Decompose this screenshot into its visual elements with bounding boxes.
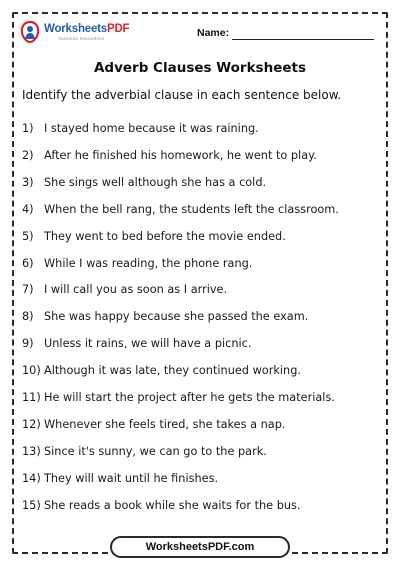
item-number: 11) — [22, 391, 41, 404]
list-item — [22, 122, 259, 140]
list-item — [22, 418, 285, 436]
item-number: 15) — [22, 498, 41, 512]
footer-site-badge: WorksheetsPDF.com — [110, 536, 290, 558]
list-item — [22, 472, 218, 490]
item-number: 8) — [22, 310, 34, 324]
list-item — [22, 499, 301, 517]
list-item — [22, 364, 301, 382]
item-number: 14) — [22, 471, 41, 485]
item-number: 6) — [22, 256, 34, 270]
logo-tagline: TEACHING RESOURCES — [58, 37, 105, 41]
list-item — [22, 310, 308, 328]
item-sentence: Unless it rains, we will have a picnic. — [44, 337, 252, 351]
item-sentence: I stayed home because it was raining. — [44, 122, 259, 135]
item-sentence: She was happy because she passed the exam. — [44, 310, 309, 324]
list-item — [22, 149, 317, 167]
item-number: 9) — [22, 337, 34, 351]
item-number: 13) — [22, 444, 41, 458]
list-item — [22, 203, 339, 221]
list-item — [22, 445, 267, 463]
site-logo — [18, 20, 128, 46]
name-label: Name: — [197, 27, 230, 39]
list-item — [22, 176, 266, 194]
item-sentence: Although it was late, they continued working. — [44, 364, 301, 378]
item-number: 2) — [22, 148, 34, 162]
item-number: 5) — [22, 229, 34, 243]
item-sentence: When the bell rang, the students left the classroom. — [44, 202, 339, 216]
logo-person-icon — [18, 20, 42, 44]
item-number: 12) — [22, 417, 41, 431]
list-item — [22, 230, 286, 248]
list-item — [22, 391, 335, 409]
item-sentence: She sings well although she has a cold. — [44, 175, 267, 189]
instructions: Identify the adverbial clause in each sentence below. — [22, 88, 342, 102]
logo-wordmark: WorksheetsPDF — [44, 23, 130, 35]
list-item — [22, 257, 252, 275]
item-sentence: She reads a book while she waits for the bus. — [44, 498, 301, 512]
item-number: 7) — [22, 283, 34, 297]
list-item — [22, 337, 251, 355]
item-sentence: They will wait until he finishes. — [44, 471, 219, 485]
worksheet-title: Adverb Clauses Worksheets — [93, 60, 307, 76]
item-number: 10) — [22, 364, 41, 378]
item-sentence: They went to bed before the movie ended. — [44, 229, 286, 243]
item-sentence: Since it's sunny, we can go to the park. — [44, 444, 267, 458]
item-sentence: While I was reading, the phone rang. — [44, 256, 253, 270]
list-item — [22, 283, 227, 301]
item-sentence: Whenever she feels tired, she takes a nap. — [44, 417, 286, 431]
item-number: 3) — [22, 175, 34, 189]
item-sentence: He will start the project after he gets the materials. — [44, 391, 335, 404]
item-number: 4) — [22, 202, 34, 216]
item-sentence: I will call you as soon as I arrive. — [44, 283, 228, 297]
item-sentence: After he finished his homework, he went to play. — [44, 148, 317, 162]
name-write-line — [232, 39, 374, 40]
item-number: 1) — [22, 122, 34, 135]
